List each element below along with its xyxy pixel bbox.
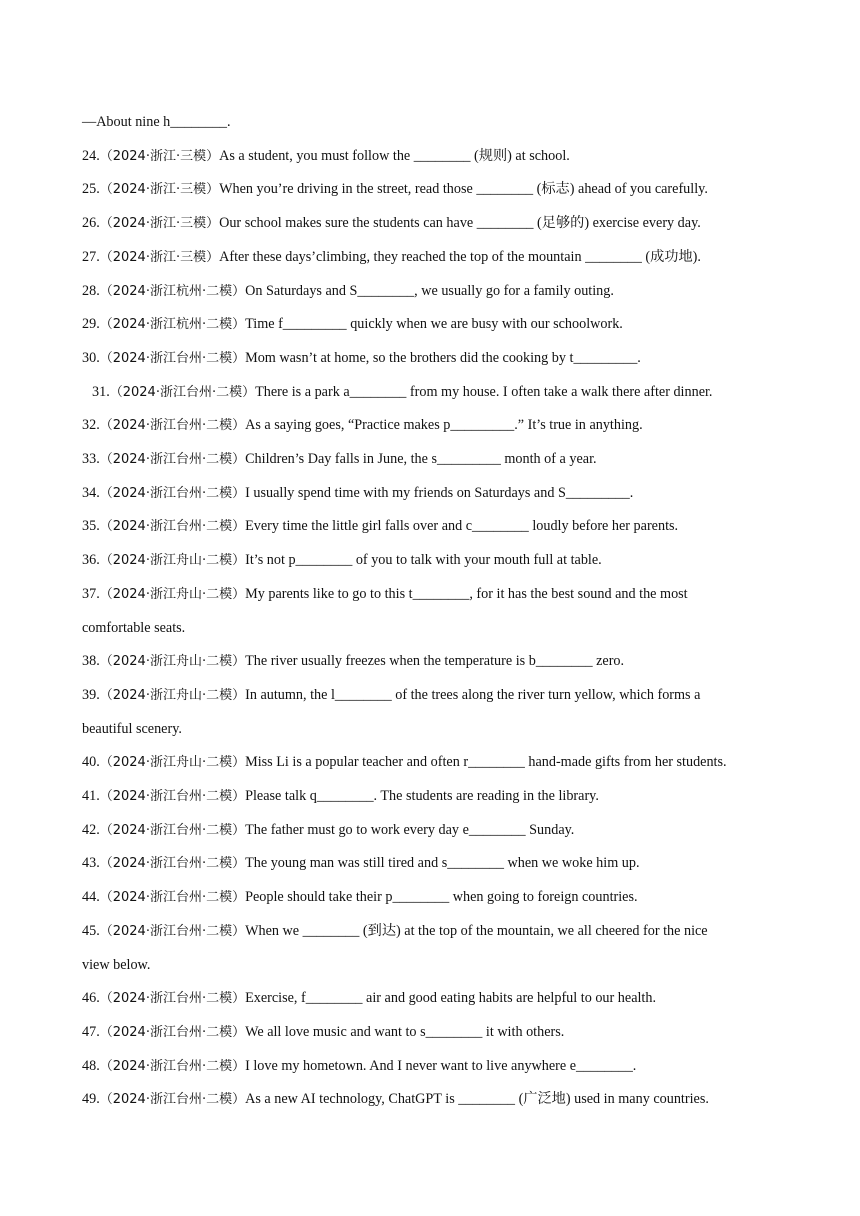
question-number: 34. bbox=[82, 484, 100, 501]
question-text: As a new AI technology, ChatGPT is ________ (广泛地) used in many countries. bbox=[245, 1091, 709, 1108]
question-source: （2024·浙江台州·二模） bbox=[99, 890, 246, 906]
question-source: （2024·浙江台州·二模） bbox=[109, 384, 256, 400]
continuation-line bbox=[82, 618, 800, 638]
question-number: 25. bbox=[82, 181, 100, 198]
question-text: Please talk q________. The students are reading in the library. bbox=[245, 788, 599, 804]
question-number: 44. bbox=[82, 889, 100, 906]
question-number: 32. bbox=[82, 417, 100, 434]
question-text: We all love music and want to s________ it with others. bbox=[245, 1023, 565, 1040]
question-text: The young man was still tired and s________ when we woke him up. bbox=[245, 855, 640, 872]
question-number: 40. bbox=[82, 754, 100, 771]
question-line bbox=[82, 146, 800, 167]
question-text: Mom wasn’t at home, so the brothers did the cooking by t_________. bbox=[245, 349, 641, 366]
question-text: Time f_________ quickly when we are busy with our schoolwork. bbox=[245, 316, 623, 333]
question-source: （2024·浙江舟山·二模） bbox=[99, 553, 246, 569]
question-line bbox=[82, 752, 800, 773]
question-line bbox=[82, 1056, 800, 1077]
question-number: 30. bbox=[82, 349, 100, 366]
question-source: （2024·浙江台州·二模） bbox=[99, 923, 246, 939]
question-line bbox=[82, 853, 800, 874]
question-line bbox=[82, 1089, 800, 1110]
question-text: People should take their p________ when going to foreign countries. bbox=[245, 889, 638, 906]
question-line bbox=[92, 382, 800, 403]
question-text: In autumn, the l________ of the trees along the river turn yellow, which forms a bbox=[245, 686, 701, 703]
question-line bbox=[82, 179, 800, 200]
question-text: Children’s Day falls in June, the s_________ month of a year. bbox=[245, 451, 597, 467]
question-source: （2024·浙江舟山·二模） bbox=[99, 755, 246, 771]
question-text: I usually spend time with my friends on Saturdays and S_________. bbox=[245, 484, 634, 501]
question-line bbox=[82, 483, 800, 504]
question-text: The river usually freezes when the temperature is b________ zero. bbox=[245, 653, 625, 670]
question-source: （2024·浙江·三模） bbox=[99, 148, 220, 164]
question-source: （2024·浙江杭州·二模） bbox=[99, 283, 246, 299]
question-source: （2024·浙江台州·二模） bbox=[99, 418, 246, 434]
question-line bbox=[82, 921, 800, 942]
question-text: view below. bbox=[82, 956, 151, 973]
question-source: （2024·浙江·三模） bbox=[99, 216, 220, 232]
question-source: （2024·浙江台州·二模） bbox=[99, 485, 246, 501]
question-source: （2024·浙江台州·二模） bbox=[99, 452, 246, 467]
question-line bbox=[82, 1022, 800, 1043]
question-source: （2024·浙江·三模） bbox=[99, 182, 220, 198]
question-number: 36. bbox=[82, 552, 100, 569]
question-source: （2024·浙江台州·二模） bbox=[99, 856, 246, 872]
question-number: 28. bbox=[82, 282, 100, 299]
question-line bbox=[82, 314, 800, 335]
question-number: 37. bbox=[82, 585, 100, 602]
question-line bbox=[82, 449, 800, 470]
question-text: Every time the little girl falls over and c________ loudly before her parents. bbox=[245, 518, 679, 535]
question-number: 27. bbox=[82, 248, 100, 265]
question-number: 48. bbox=[82, 1057, 100, 1074]
question-text: When you’re driving in the street, read those ________ (标志) ahead of you carefully. bbox=[219, 181, 708, 198]
question-source: （2024·浙江台州·二模） bbox=[99, 1092, 246, 1108]
question-text: It’s not p________ of you to talk with your mouth full at table. bbox=[245, 552, 602, 569]
question-line bbox=[82, 348, 800, 369]
question-text: There is a park a________ from my house. I often take a walk there after dinner. bbox=[255, 383, 713, 400]
question-number: 26. bbox=[82, 215, 100, 232]
question-source: （2024·浙江舟山·二模） bbox=[99, 654, 246, 670]
question-line bbox=[82, 550, 800, 571]
question-number: 47. bbox=[82, 1023, 100, 1040]
question-line bbox=[82, 988, 800, 1009]
question-line bbox=[82, 584, 800, 605]
question-line bbox=[82, 685, 800, 706]
question-number: 35. bbox=[82, 518, 100, 535]
question-text: comfortable seats. bbox=[82, 619, 186, 636]
question-source: （2024·浙江舟山·二模） bbox=[99, 687, 246, 703]
question-source: （2024·浙江·三模） bbox=[99, 249, 220, 265]
continuation-line bbox=[82, 112, 800, 132]
question-text: As a saying goes, “Practice makes p_________.” It’s true in anything. bbox=[245, 417, 643, 434]
question-number: 46. bbox=[82, 990, 100, 1007]
question-number: 39. bbox=[82, 686, 100, 703]
question-number: 42. bbox=[82, 821, 100, 838]
question-source: （2024·浙江台州·二模） bbox=[99, 1024, 246, 1040]
question-number: 49. bbox=[82, 1091, 100, 1108]
question-text: When we ________ (到达) at the top of the mountain, we all cheered for the nice bbox=[245, 922, 708, 939]
question-line bbox=[82, 281, 800, 302]
question-line bbox=[82, 651, 800, 672]
question-text: After these days’climbing, they reached the top of the mountain ________ (成功地). bbox=[219, 248, 701, 265]
question-source: （2024·浙江台州·二模） bbox=[99, 789, 246, 804]
question-line bbox=[82, 887, 800, 908]
question-source: （2024·浙江台州·二模） bbox=[99, 822, 246, 838]
question-source: （2024·浙江台州·二模） bbox=[99, 519, 246, 535]
question-number: 45. bbox=[82, 922, 100, 939]
question-text: —About nine h________. bbox=[82, 114, 231, 130]
question-text: Exercise, f________ air and good eating habits are helpful to our health. bbox=[245, 990, 657, 1007]
question-text: On Saturdays and S________, we usually go for a family outing. bbox=[245, 282, 614, 299]
question-number: 31. bbox=[92, 383, 110, 400]
question-line bbox=[82, 820, 800, 841]
question-text: I love my hometown. And I never want to live anywhere e________. bbox=[245, 1057, 637, 1074]
question-source: （2024·浙江杭州·二模） bbox=[99, 317, 246, 333]
question-source: （2024·浙江舟山·二模） bbox=[99, 586, 246, 602]
question-number: 24. bbox=[82, 147, 100, 164]
continuation-line bbox=[82, 719, 800, 739]
continuation-line bbox=[82, 955, 800, 975]
question-line bbox=[82, 213, 800, 234]
question-text: My parents like to go to this t________, for it has the best sound and the most bbox=[245, 585, 688, 602]
question-number: 41. bbox=[82, 788, 100, 804]
question-text: beautiful scenery. bbox=[82, 720, 182, 737]
question-text: As a student, you must follow the ________ (规则) at school. bbox=[219, 147, 570, 164]
question-source: （2024·浙江台州·二模） bbox=[99, 991, 246, 1007]
question-line bbox=[82, 516, 800, 537]
question-number: 43. bbox=[82, 855, 100, 872]
question-number: 29. bbox=[82, 316, 100, 333]
question-text: Our school makes sure the students can have ________ (足够的) exercise every day. bbox=[219, 215, 701, 232]
question-number: 38. bbox=[82, 653, 100, 670]
question-source: （2024·浙江台州·二模） bbox=[99, 350, 246, 366]
question-line bbox=[82, 247, 800, 268]
question-line bbox=[82, 786, 800, 807]
question-line bbox=[82, 415, 800, 436]
question-text: The father must go to work every day e________ Sunday. bbox=[245, 821, 575, 838]
question-number: 33. bbox=[82, 451, 100, 467]
question-source: （2024·浙江台州·二模） bbox=[99, 1058, 246, 1074]
question-text: Miss Li is a popular teacher and often r________ hand-made gifts from her students. bbox=[245, 754, 727, 771]
